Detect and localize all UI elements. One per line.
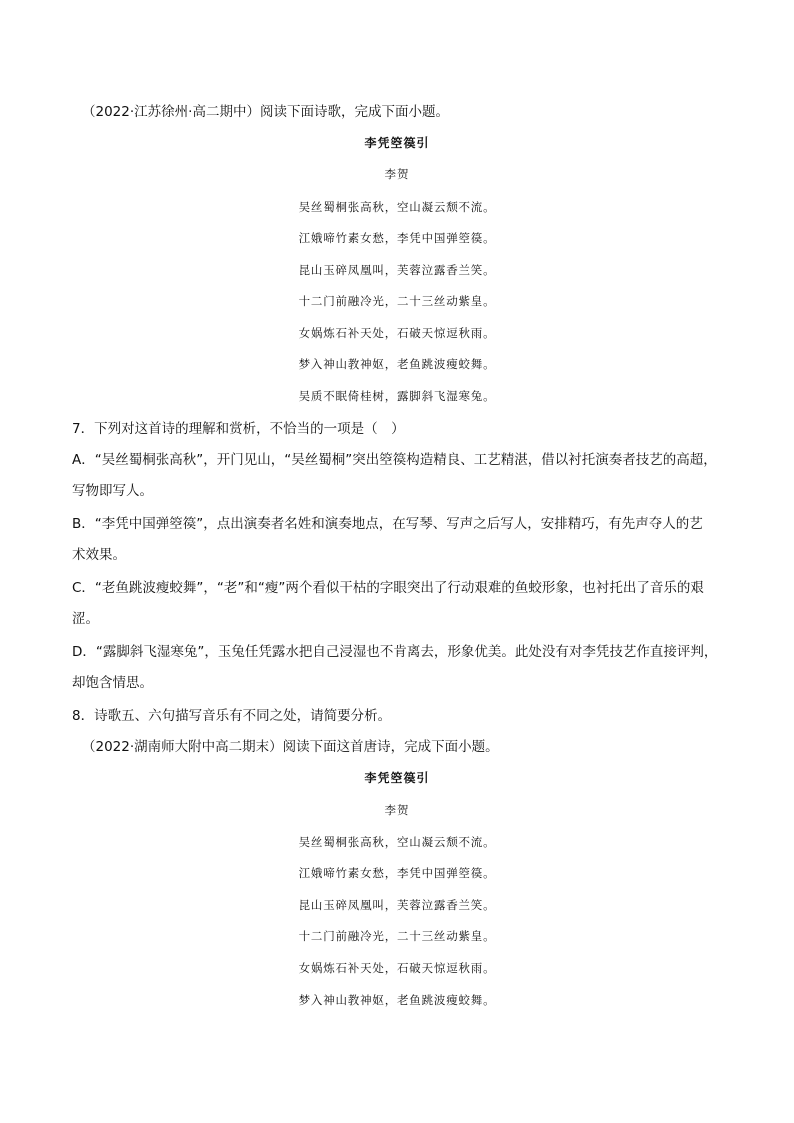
question7-stem: 7．下列对这首诗的理解和赏析，不恰当的一项是（ ）	[72, 421, 405, 437]
section2-verse: 吴丝蜀桐张高秋，空山凝云颓不流。	[298, 835, 496, 849]
question8-stem: 8．诗歌五、六句描写音乐有不同之处，请简要分析。	[72, 708, 392, 724]
section1-verse: 江娥啼竹素女愁，李凭中国弹箜篌。	[298, 231, 496, 245]
section2-intro: （2022·湖南师大附中高二期末）阅读下面这首唐诗，完成下面小题。	[82, 739, 499, 755]
question7-option-c-cont: 涩。	[72, 611, 99, 627]
section1-verse: 吴质不眠倚桂树，露脚斜飞湿寒兔。	[298, 389, 496, 403]
question7-option-b: B．“李凭中国弹箜篌”，点出演奏者名姓和演奏地点，在写琴、写声之后写人，安排精巧，有先声夺人的艺	[72, 516, 703, 532]
section1-verse: 女娲炼石补天处，石破天惊逗秋雨。	[298, 326, 496, 340]
question7-option-d: D．“露脚斜飞湿寒兔”，玉兔任凭露水把自己浸湿也不肯离去，形象优美。此处没有对李凭技艺作直接评判，	[72, 644, 718, 660]
section2-verse: 女娲炼石补天处，石破天惊逗秋雨。	[298, 961, 496, 975]
question7-option-a: A．“吴丝蜀桐张高秋”，开门见山，“吴丝蜀桐”突出箜篌构造精良、工艺精湛，借以衬托演奏者技艺的高超，	[72, 452, 717, 468]
section2-poem-author: 李贺	[384, 803, 410, 817]
question7-option-b-cont: 术效果。	[72, 547, 126, 563]
section1-verse: 梦入神山教神妪，老鱼跳波瘦蛟舞。	[298, 357, 496, 371]
section2-verse: 昆山玉碎凤凰叫，芙蓉泣露香兰笑。	[298, 898, 496, 912]
section2-verse: 江娥啼竹素女愁，李凭中国弹箜篌。	[298, 866, 496, 880]
section2-poem-title: 李凭箜篌引	[364, 771, 430, 785]
section1-poem-author: 李贺	[384, 167, 410, 181]
section2-verse: 十二门前融冷光，二十三丝动紫皇。	[298, 929, 496, 943]
section1-intro: （2022·江苏徐州·高二期中）阅读下面诗歌，完成下面小题。	[82, 104, 449, 120]
section2-verse: 梦入神山教神妪，老鱼跳波瘦蛟舞。	[298, 993, 496, 1007]
section1-verse: 吴丝蜀桐张高秋，空山凝云颓不流。	[298, 200, 496, 214]
question7-option-a-cont: 写物即写人。	[72, 483, 153, 499]
section1-verse: 十二门前融冷光，二十三丝动紫皇。	[298, 294, 496, 308]
question7-option-c: C．“老鱼跳波瘦蛟舞”，“老”和“瘦”两个看似干枯的字眼突出了行动艰难的鱼蛟形象，也衬托出了音乐的艰	[72, 580, 704, 596]
question7-option-d-cont: 却饱含情思。	[72, 675, 153, 691]
section1-poem-title: 李凭箜篌引	[364, 136, 430, 150]
section1-verse: 昆山玉碎凤凰叫，芙蓉泣露香兰笑。	[298, 263, 496, 277]
